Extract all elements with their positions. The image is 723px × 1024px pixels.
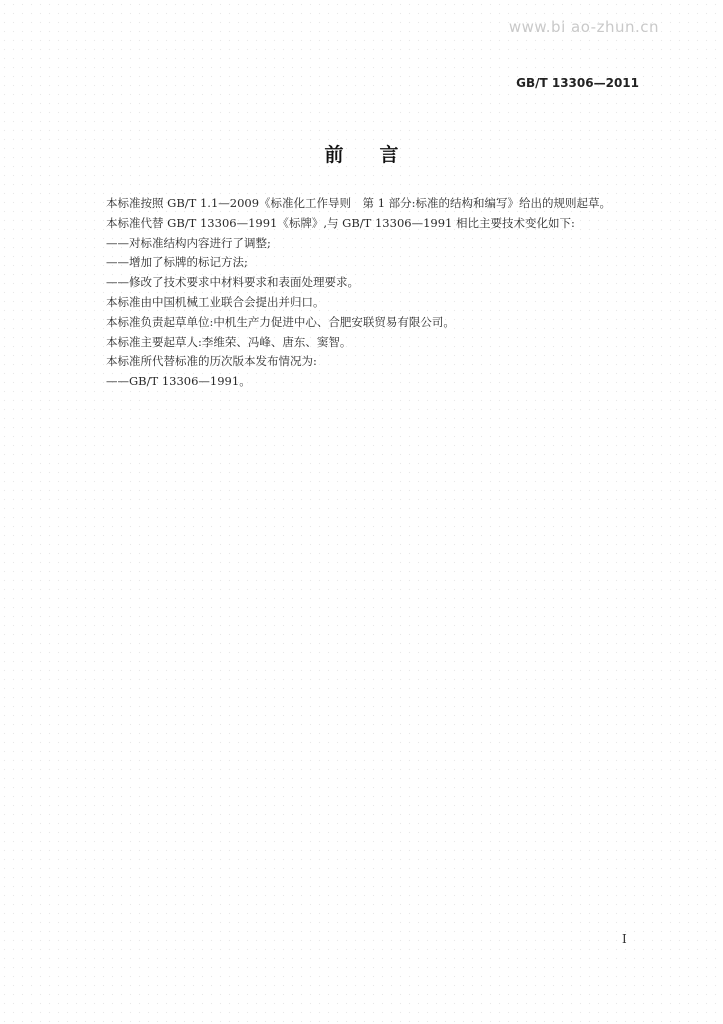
list-item-previous-edition: ——GB/T 13306—1991。	[106, 374, 251, 389]
paragraph-replaces: 本标准代替 GB/T 13306—1991《标牌》,与 GB/T 13306—1991 相比主要技术变化如下:	[106, 215, 575, 230]
standard-number: GB/T 13306—2011	[516, 76, 639, 90]
paragraph-drafters: 本标准主要起草人:李维荣、冯峰、唐东、窦智。	[106, 334, 352, 349]
list-item-change-structure: ——对标准结构内容进行了调整;	[106, 235, 271, 250]
list-item-change-marking: ——增加了标牌的标记方法;	[106, 255, 248, 270]
list-item-change-requirements: ——修改了技术要求中材料要求和表面处理要求。	[106, 275, 359, 290]
paragraph-drafting-rules: 本标准按照 GB/T 1.1—2009《标准化工作导则 第 1 部分:标准的结构和编写》给出的规则起草。	[106, 196, 612, 210]
page-number: I	[622, 932, 627, 946]
page-title: 前言	[324, 144, 435, 166]
foreword-body	[106, 194, 666, 392]
paragraph-proposed-by: 本标准由中国机械工业联合会提出并归口。	[106, 294, 325, 309]
paragraph-previous-editions: 本标准所代替标准的历次版本发布情况为:	[106, 354, 317, 369]
paragraph-drafting-units: 本标准负责起草单位:中机生产力促进中心、合肥安联贸易有限公司。	[106, 314, 455, 329]
watermark: www.bi ao-zhun.cn	[508, 18, 659, 36]
